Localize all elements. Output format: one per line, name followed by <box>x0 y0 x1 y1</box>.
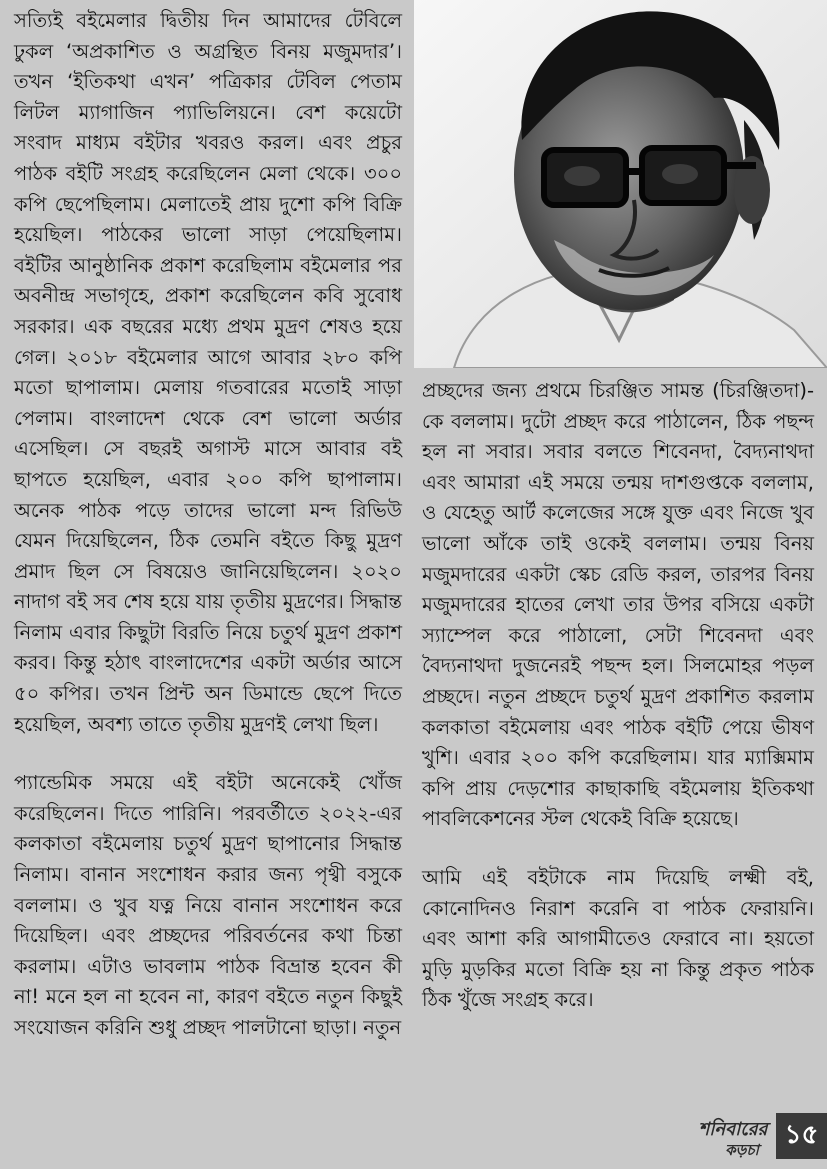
page-number-badge: ১৫ <box>776 1113 827 1159</box>
right-column <box>422 376 814 1016</box>
article-paragraph: প্যান্ডেমিক সময়ে এই বইটা অনেকেই খোঁজ করেছিলেন। দিতে পারিনি। পরবর্তীতে ২০২২-এর কলকাতা বইমেলায় চতুর্থ মুদ্রণ ছাপানোর সিদ্ধান্ত নিলাম। বানান সংশোধন করার জন্য পৃথ্বী বসুকে বললাম। ও খুব যত্ন নিয়ে বানান সংশোধন করে দিয়েছিল। এবং প্রচ্ছদের পরিবর্তনের কথা চিন্তা করলাম। এটাও ভাবলাম পাঠক বিভ্রান্ত হবেন কী না! মনে হল না হবেন না, কারণ বইতে নতুন কিছুই সংযোজন করিনি শুধু প্রচ্ছদ পালটানো ছাড়া। নতুন <box>14 771 402 1039</box>
logo-line-2: কড়চা <box>725 1141 759 1159</box>
article-paragraph: আমি এই বইটাকে নাম দিয়েছি লক্ষ্মী বই, কোনোদিনও নিরাশ করেনি বা পাঠক ফেরায়নি। এবং আশা করি আগামীতেও ফেরাবে না। হয়তো মুড়ি মুড়কির মতো বিক্রি হয় না কিন্তু প্রকৃত পাঠক ঠিক খুঁজে সংগ্রহ করে। <box>422 865 814 1012</box>
article-paragraph: প্রচ্ছদের জন্য প্রথমে চিরঞ্জিত সামন্ত (চিরঞ্জিতদা)-কে বললাম। দুটো প্রচ্ছদ করে পাঠালেন, ঠিক পছন্দ হল না সবার। সবার বলতে শিবেনদা, বৈদ্যনাথদা এবং আমারা এই সময়ে তন্ময় দাশগুপ্তকে বললাম, ও যেহেতু আর্ট কলেজের সঙ্গে যুক্ত এবং নিজে খুব ভালো আঁকে তাই ওকেই বললাম। তন্ময় বিনয় মজুমদারের একটা স্কেচ রেডি করল, তারপর বিনয় মজুমদারের হাতের লেখা তার উপর বসিয়ে একটা স্যাম্পেল করে পাঠালো, সেটা শিবেনদা এবং বৈদ্যনাথদা দুজনেরই পছন্দ হল। সিলমোহর পড়ল প্রচ্ছদে। নতুন প্রচ্ছদে চতুর্থ মুদ্রণ প্রকাশিত করলাম কলকাতা বইমেলায় এবং পাঠক বইটি পেয়ে ভীষণ খুশি। এবার ২০০ কপি করেছিলাম। যার ম্যাক্সিমাম কপি প্রায় দেড়শোর কাছাকাছি বইমেলায় ইতিকথা পাবলিকেশনের স্টল থেকেই বিক্রি হয়েছে। <box>422 379 814 831</box>
author-portrait-photo <box>414 0 827 368</box>
left-column <box>14 6 402 1044</box>
portrait-illustration <box>414 0 827 368</box>
logo-line-1: শনিবারের <box>698 1119 768 1140</box>
article-paragraph: সত্যিই বইমেলার দ্বিতীয় দিন আমাদের টেবিলে ঢুকল ‘অপ্রকাশিত ও অগ্রন্থিত বিনয় মজুমদার’। তখন ‘ইতিকথা এখন’ পত্রিকার টেবিল পেতাম লিটল ম্যাগাজিন প্যাভিলিয়নে। বেশ কয়েটো সংবাদ মাধ্যম বইটার খবরও করল। এবং প্রচুর পাঠক বইটি সংগ্রহ করেছিলেন মেলা থেকে। ৩০০ কপি ছেপেছিলাম। মেলাতেই প্রায় দুশো কপি বিক্রি হয়েছিল। পাঠকের ভালো সাড়া পেয়েছিলাম। বইটির আনুষ্ঠানিক প্রকাশ করেছিলাম বইমেলার পর অবনীন্দ্র সভাগৃহে, প্রকাশ করেছিলেন কবি সুবোধ সরকার। এক বছরের মধ্যে প্রথম মুদ্রণ শেষও হয়ে গেল। ২০১৮ বইমেলার আগে আবার ২৮০ কপি মতো ছাপালাম। মেলায় গতবারের মতোই সাড়া পেলাম। বাংলাদেশ থেকে বেশ ভালো অর্ডার এসেছিল। সে বছরই অগাস্ট মাসে আবার বই ছাপতে হয়েছিল, এবার ২০০ কপি ছাপালাম। অনেক পাঠক পড়ে তাদের ভালো মন্দ রিভিউ যেমন দিয়েছিলেন, ঠিক তেমনি বইতে কিছু মুদ্রণ প্রমাদ ছিল সে বিষয়েও জানিয়েছিলেন। ২০২০ নাদাগ বই সব শেষ হয়ে যায় তৃতীয় মুদ্রণের। সিদ্ধান্ত নিলাম এবার কিছুটা বিরতি নিয়ে চতুর্থ মুদ্রণ প্রকাশ করব। কিন্তু হঠাৎ বাংলাদেশের একটা অর্ডার আসে ৫০ কপির। তখন প্রিন্ট অন ডিমান্ডে ছেপে দিতে হয়েছিল, অবশ্য তাতে তৃতীয় মুদ্রণই লেখা ছিল। <box>14 9 402 736</box>
magazine-logo <box>690 1116 776 1164</box>
